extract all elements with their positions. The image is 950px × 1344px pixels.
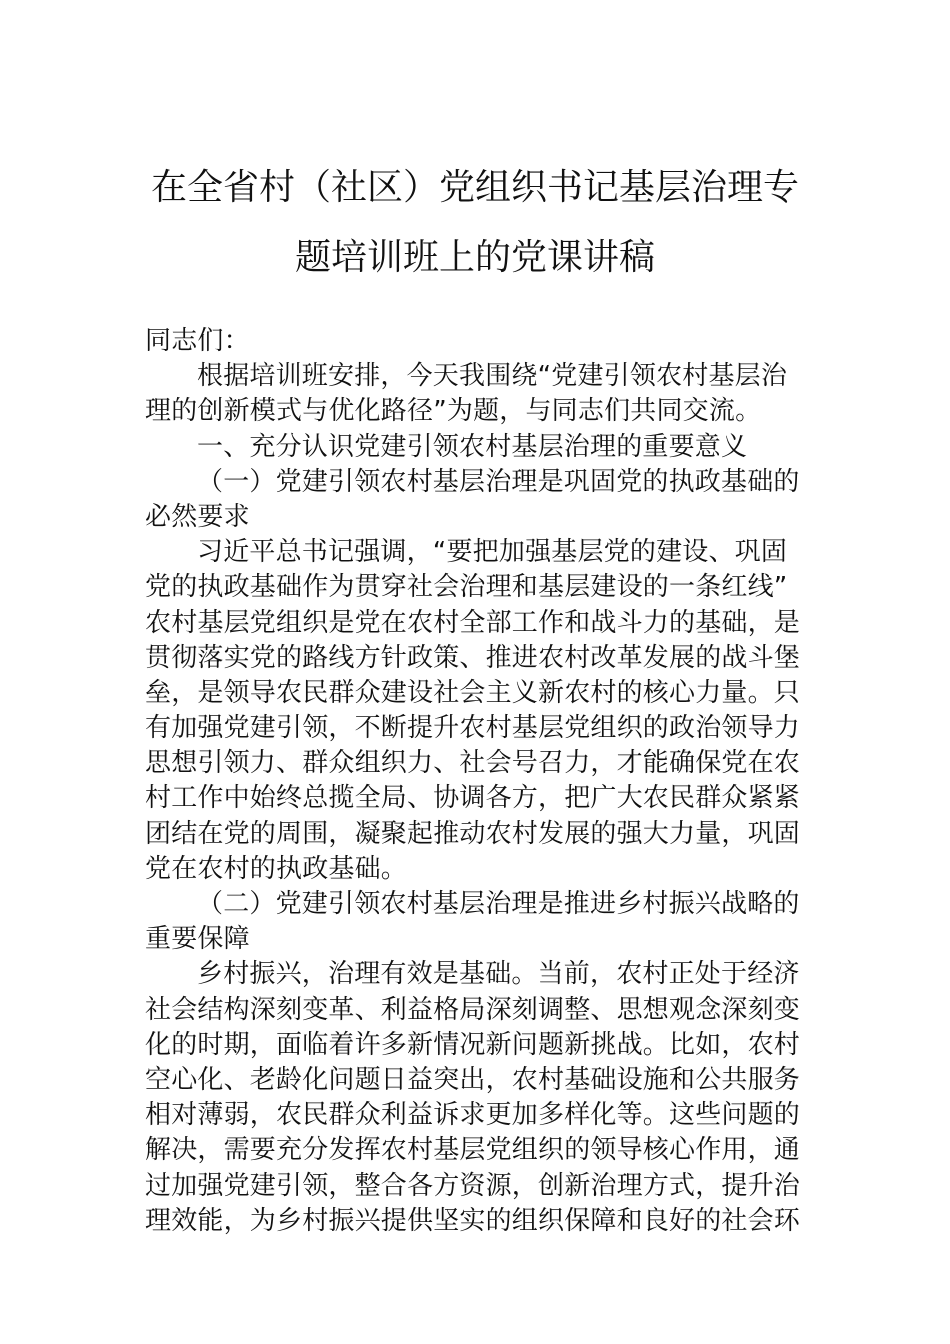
body-line: 垒，是领导农民群众建设社会主义新农村的核心力量。只 xyxy=(145,677,801,708)
body-line: 化的时期，面临着许多新情况新问题新挑战。比如，农村 xyxy=(145,1029,801,1060)
body-line: 重要保障 xyxy=(145,924,250,955)
body-line: （二）党建引领农村基层治理是推进乡村振兴战略的 xyxy=(197,889,800,919)
body-line: 乡村振兴，治理有效是基础。当前，农村正处于经济 xyxy=(197,959,800,990)
body-line: 过加强党建引领，整合各方资源，创新治理方式，提升治 xyxy=(145,1170,801,1201)
body-line: 必然要求 xyxy=(145,501,250,532)
body-line: 一、充分认识党建引领农村基层治理的重要意义 xyxy=(197,431,748,462)
body-line: 党在农村的执政基础。 xyxy=(145,853,408,884)
document-title-line-2: 题培训班上的党课讲稿 xyxy=(294,237,655,278)
body-line: 同志们： xyxy=(145,326,250,356)
body-line: 空心化、老龄化问题日益突出，农村基础设施和公共服务 xyxy=(145,1064,801,1095)
body-line: 村工作中始终总揽全局、协调各方，把广大农民群众紧紧 xyxy=(145,783,801,814)
body-line: 党的执政基础作为贯穿社会治理和基层建设的一条红线” xyxy=(145,572,788,603)
document-body xyxy=(145,324,810,1239)
body-line: 理的创新模式与优化路径”为题，与同志们共同交流。 xyxy=(145,396,762,427)
body-line: 贯彻落实党的路线方针政策、推进农村改革发展的战斗堡 xyxy=(145,642,801,673)
body-line: 农村基层党组织是党在农村全部工作和战斗力的基础，是 xyxy=(145,607,801,638)
body-line: 习近平总书记强调，“要把加强基层党的建设、巩固 xyxy=(197,537,788,568)
document-title-line-1: 在全省村（社区）党组织书记基层治理专 xyxy=(150,167,799,208)
body-line: （一）党建引领农村基层治理是巩固党的执政基础的 xyxy=(197,466,800,497)
body-line: 理效能，为乡村振兴提供坚实的组织保障和良好的社会环 xyxy=(145,1205,801,1236)
body-line: 有加强党建引领，不断提升农村基层党组织的政治领导力 xyxy=(145,713,801,744)
body-line: 根据培训班安排，今天我围绕“党建引领农村基层治 xyxy=(197,361,788,392)
body-line: 团结在党的周围，凝聚起推动农村发展的强大力量，巩固 xyxy=(145,818,801,849)
body-line: 相对薄弱，农民群众利益诉求更加多样化等。这些问题的 xyxy=(145,1100,801,1131)
body-line: 解决，需要充分发挥农村基层党组织的领导核心作用，通 xyxy=(145,1135,801,1166)
body-line: 思想引领力、群众组织力、社会号召力，才能确保党在农 xyxy=(145,748,801,779)
body-line: 社会结构深刻变革、利益格局深刻调整、思想观念深刻变 xyxy=(145,994,801,1025)
